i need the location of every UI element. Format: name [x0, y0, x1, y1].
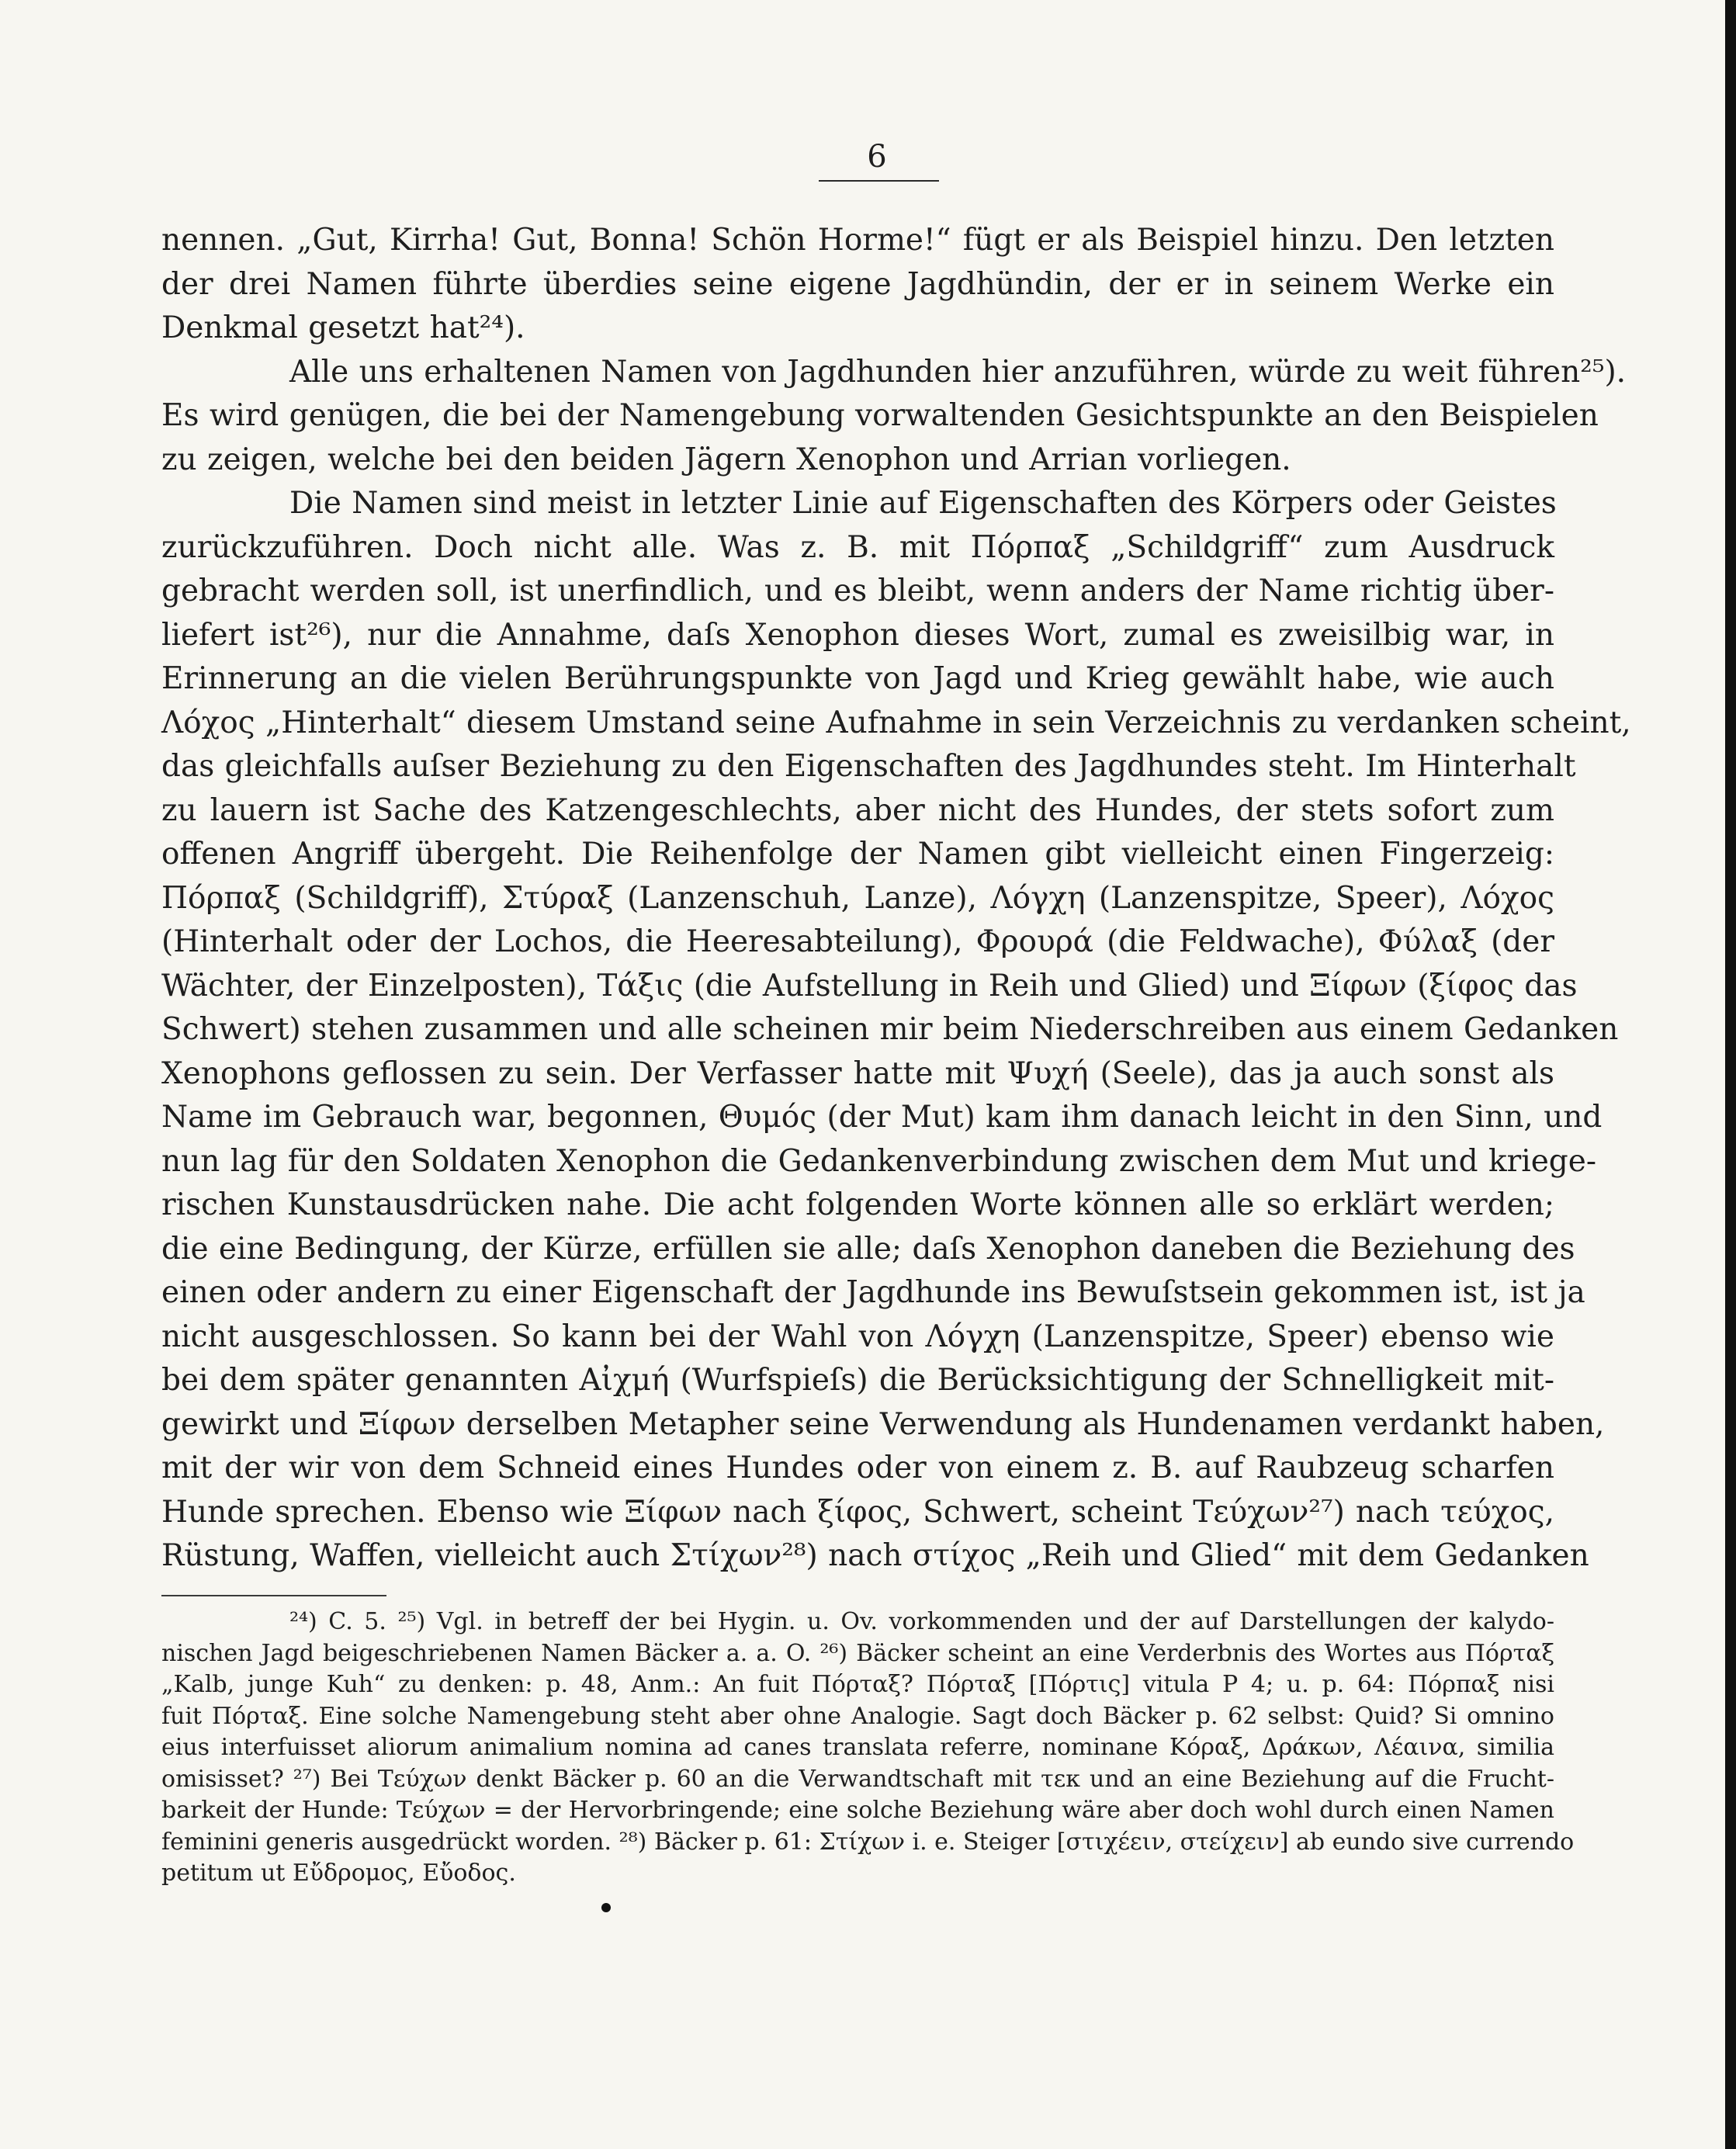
footnote-separator	[161, 1595, 386, 1596]
footnote-line: eius interfuisset aliorum animalium nomina ad canes translata referre, nominane Κόραξ, Δράκων, Λέαινα, similia	[161, 1734, 1554, 1761]
body-line: Erinnerung an die vielen Berührungspunkte von Jagd und Krieg gewählt habe, wie auch	[161, 661, 1554, 696]
footnote-line: petitum ut Εὔδρομος, Εὔοδος.	[161, 1860, 516, 1887]
body-line: nicht ausgeschlossen. So kann bei der Wahl von Λόγχη (Lanzenspitze, Speer) ebenso wie	[161, 1319, 1554, 1354]
body-line: mit der wir von dem Schneid eines Hundes oder von einem z. B. auf Raubzeug scharfen	[161, 1451, 1554, 1485]
body-line: gewirkt und Ξίφων derselben Metapher seine Verwendung als Hundenamen verdankt haben,	[161, 1406, 1605, 1442]
footnote-line: fuit Πόρταξ. Eine solche Namengebung steht aber ohne Analogie. Sagt doch Bäcker p. 62 selbst: Quid? Si omnino	[161, 1702, 1554, 1730]
footnote-line: ²⁴) C. 5. ²⁵) Vgl. in betreff der bei Hygin. u. Ov. vorkommenden und der auf Darstellungen der kalydo-	[289, 1608, 1554, 1635]
body-line: Schwert) stehen zusammen und alle scheinen mir beim Niederschreiben aus einem Gedanken	[161, 1012, 1619, 1047]
body-line: Es wird genügen, die bei der Namengebung vorwaltenden Gesichtspunkte an den Beispielen	[161, 398, 1599, 433]
body-line: zurückzuführen. Doch nicht alle. Was z. B. mit Πόρπαξ „Schildgriff“ zum Ausdruck	[161, 529, 1554, 565]
body-line: Wächter, der Einzelposten), Τάξις (die Aufstellung in Reih und Glied) und Ξίφων (ξίφος das	[161, 968, 1578, 1003]
page-number: 6	[867, 139, 887, 175]
body-line: das gleichfalls auſser Beziehung zu den Eigenschaften des Jagdhundes steht. Im Hinterhalt	[161, 749, 1576, 784]
body-line: liefert ist²⁶), nur die Annahme, daſs Xenophon dieses Wort, zumal es zweisilbig war, in	[161, 617, 1554, 653]
body-line: gebracht werden soll, ist unerfindlich, und es bleibt, wenn anders der Name richtig über-	[161, 574, 1554, 608]
body-line: zu lauern ist Sache des Katzengeschlechts, aber nicht des Hundes, der stets sofort zum	[161, 792, 1554, 828]
footnote-line: nischen Jagd beigeschriebenen Namen Bäcker a. a. O. ²⁶) Bäcker scheint an eine Verderbnis des Wortes aus Πόρταξ	[161, 1639, 1554, 1667]
body-line: offenen Angriff übergeht. Die Reihenfolge der Namen gibt vielleicht einen Fingerzeig:	[161, 837, 1554, 872]
body-line: (Hinterhalt oder der Lochos, die Heeresabteilung), Φρουρά (die Feldwache), Φύλαξ (der	[161, 924, 1554, 959]
footnote-line: barkeit der Hunde: Τεύχων = der Hervorbringende; eine solche Beziehung wäre aber doch wohl durch einen Namen	[161, 1797, 1554, 1824]
body-line: die eine Bedingung, der Kürze, erfüllen sie alle; daſs Xenophon daneben die Beziehung des	[161, 1231, 1575, 1267]
body-line: Hunde sprechen. Ebenso wie Ξίφων nach ξίφος, Schwert, scheint Τεύχων²⁷) nach τεύχος,	[161, 1494, 1554, 1530]
body-line: rischen Kunstausdrücken nahe. Die acht folgenden Worte können alle so erklärt werden;	[161, 1187, 1554, 1222]
body-line: nennen. „Gut, Kirrha! Gut, Bonna! Schön Horme!“ fügt er als Beispiel hinzu. Den letzten	[161, 223, 1554, 258]
page-number-rule	[819, 180, 939, 182]
body-line: nun lag für den Soldaten Xenophon die Gedankenverbindung zwischen dem Mut und kriege-	[161, 1143, 1597, 1179]
body-line: Λόχος „Hinterhalt“ diesem Umstand seine Aufnahme in sein Verzeichnis zu verdanken scheint,	[161, 705, 1631, 740]
body-text	[161, 219, 1631, 1579]
body-line: einen oder andern zu einer Eigenschaft der Jagdhunde ins Bewuſstsein gekommen ist, ist ja	[161, 1275, 1585, 1310]
body-line: bei dem später genannten Αἰχμή (Wurfspieſs) die Berücksichtigung der Schnelligkeit mit-	[161, 1363, 1554, 1398]
body-line: Πόρπαξ (Schildgriff), Στύραξ (Lanzenschuh, Lanze), Λόγχη (Lanzenspitze, Speer), Λόχος	[161, 880, 1554, 916]
footnote-line: omisisset? ²⁷) Bei Τεύχων denkt Bäcker p. 60 an die Verwandtschaft mit τεκ und an eine Beziehung auf die Frucht-	[161, 1765, 1554, 1793]
ink-dot	[601, 1903, 611, 1912]
body-line: zu zeigen, welche bei den beiden Jägern Xenophon und Arrian vorliegen.	[161, 442, 1291, 477]
page-edge-shadow	[1725, 0, 1736, 2149]
footnote-line: „Kalb, junge Kuh“ zu denken: p. 48, Anm.: An fuit Πόρταξ? Πόρταξ [Πόρτις] vitula P 4; u. p. 64: Πόρπαξ nisi	[161, 1671, 1554, 1698]
body-line: Denkmal gesetzt hat²⁴).	[161, 310, 525, 345]
body-line: der drei Namen führte überdies seine eigene Jagdhündin, der er in seinem Werke ein	[161, 266, 1554, 302]
body-line: Xenophons geflossen zu sein. Der Verfasser hatte mit Ψυχή (Seele), das ja auch sonst als	[161, 1055, 1554, 1091]
body-line: Die Namen sind meist in letzter Linie auf Eigenschaften des Körpers oder Geistes	[289, 486, 1557, 521]
body-line: Name im Gebrauch war, begonnen, Θυμός (der Mut) kam ihm danach leicht in den Sinn, und	[161, 1100, 1603, 1135]
footnote-line: feminini generis ausgedrückt worden. ²⁸) Bäcker p. 61: Στίχων i. e. Steiger [στιχέειν, στείχειν] ab eundo sive currendo	[161, 1828, 1575, 1856]
body-line: Rüstung, Waffen, vielleicht auch Στίχων²⁸) nach στίχος „Reih und Glied“ mit dem Gedanken	[161, 1538, 1589, 1573]
footnotes	[161, 1607, 1575, 1890]
body-line: Alle uns erhaltenen Namen von Jagdhunden hier anzuführen, würde zu weit führen²⁵).	[289, 354, 1627, 390]
